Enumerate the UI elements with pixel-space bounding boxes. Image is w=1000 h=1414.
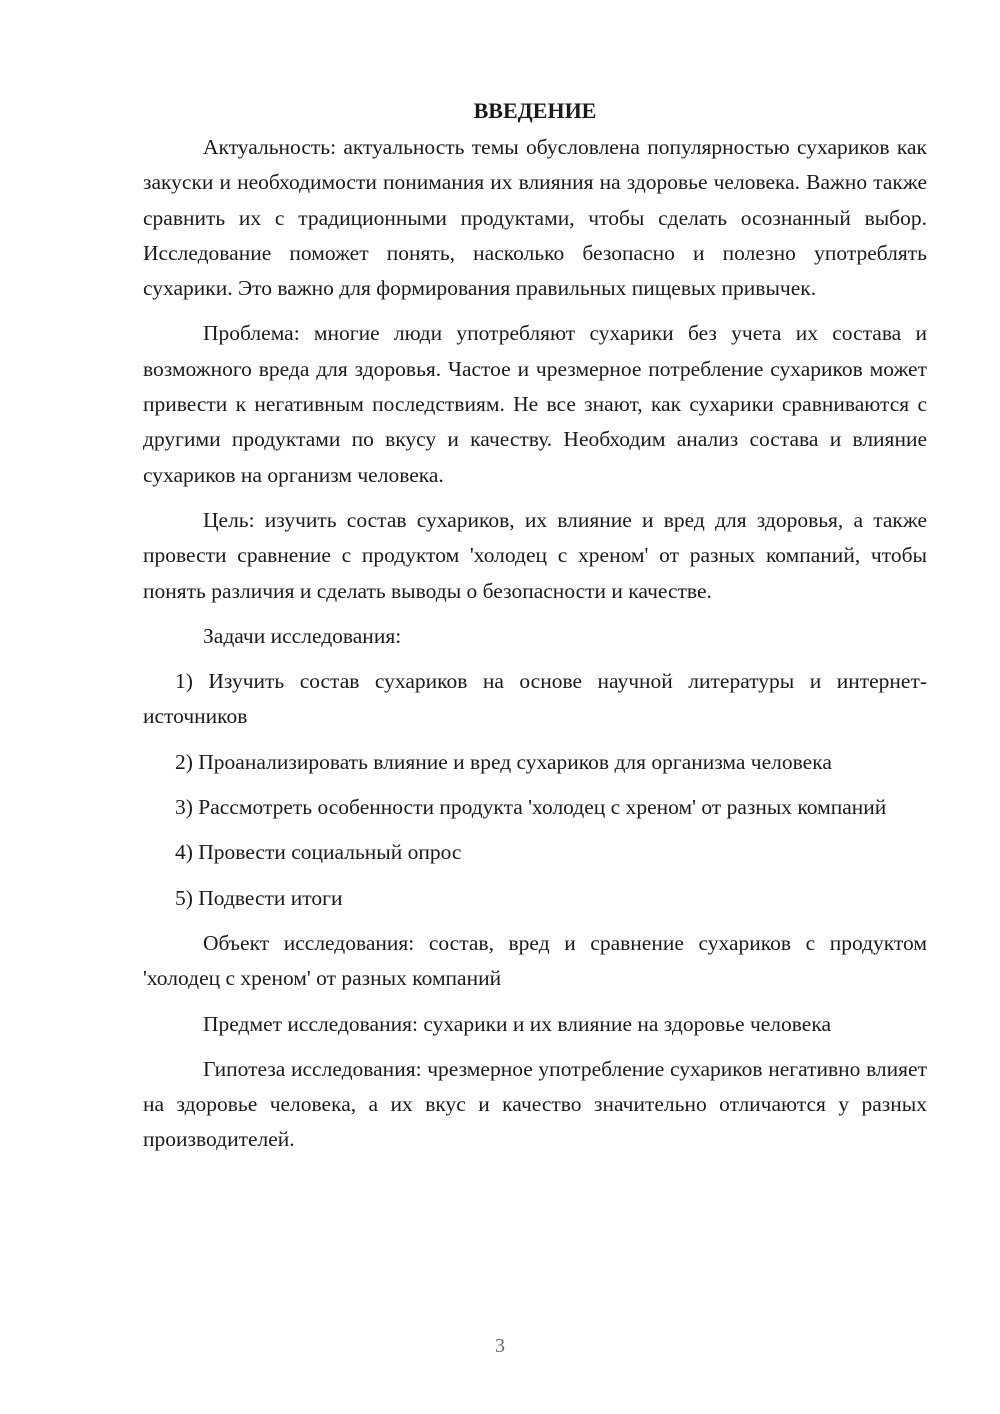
page-number: 3 [495,1335,505,1357]
paragraph-relevance: Актуальность: актуальность темы обусловлена популярностью сухариков как закуски и необходимости понимания их влияния на здоровье человека. Важно также сравнить их с традиционными продуктами, чтобы сделать осознанный выбор. Исследование поможет понять, насколько безопасно и полезно употреблять сухарики. Это важно для формирования правильных пищевых привычек. [143,135,927,301]
paragraph-goal: Цель: изучить состав сухариков, их влияние и вред для здоровья, а также провести сравнение с продуктом 'холодец с хреном' от разных компаний, чтобы понять различия и сделать выводы о безопасности и качестве. [143,507,927,603]
task-item-3: 3) Рассмотреть особенности продукта 'холодец с хреном' от разных компаний [175,795,887,820]
paragraph-problem: Проблема: многие люди употребляют сухарики без учета их состава и возможного вреда для здоровья. Частое и чрезмерное потребление сухариков может привести к негативным последствиям. Не все знают, как сухарики сравниваются с другими продуктами по вкусу и качеству. Необходим анализ состава и влияние сухариков на организм человека. [143,321,927,487]
page-title: ВВЕДЕНИЕ [473,98,597,123]
task-item-2: 2) Проанализировать влияние и вред сухариков для организма человека [175,749,832,774]
page-content [143,96,927,1168]
paragraph-hypothesis: Гипотеза исследования: чрезмерное употребление сухариков негативно влияет на здоровье человека, а их вкус и качество значительно отличаются у разных производителей. [143,1056,927,1152]
paragraph-research-object: Объект исследования: состав, вред и сравнение сухариков с продуктом 'холодец с хреном' от разных компаний [143,930,927,991]
paragraph-research-subject: Предмет исследования: сухарики и их влияние на здоровье человека [203,1011,832,1036]
task-item-4: 4) Провести социальный опрос [175,840,462,865]
task-item-5: 5) Подвести итоги [175,885,343,910]
task-item-1: 1) Изучить состав сухариков на основе научной литературы и интернет-источников [143,669,927,729]
tasks-heading: Задачи исследования: [203,623,402,648]
